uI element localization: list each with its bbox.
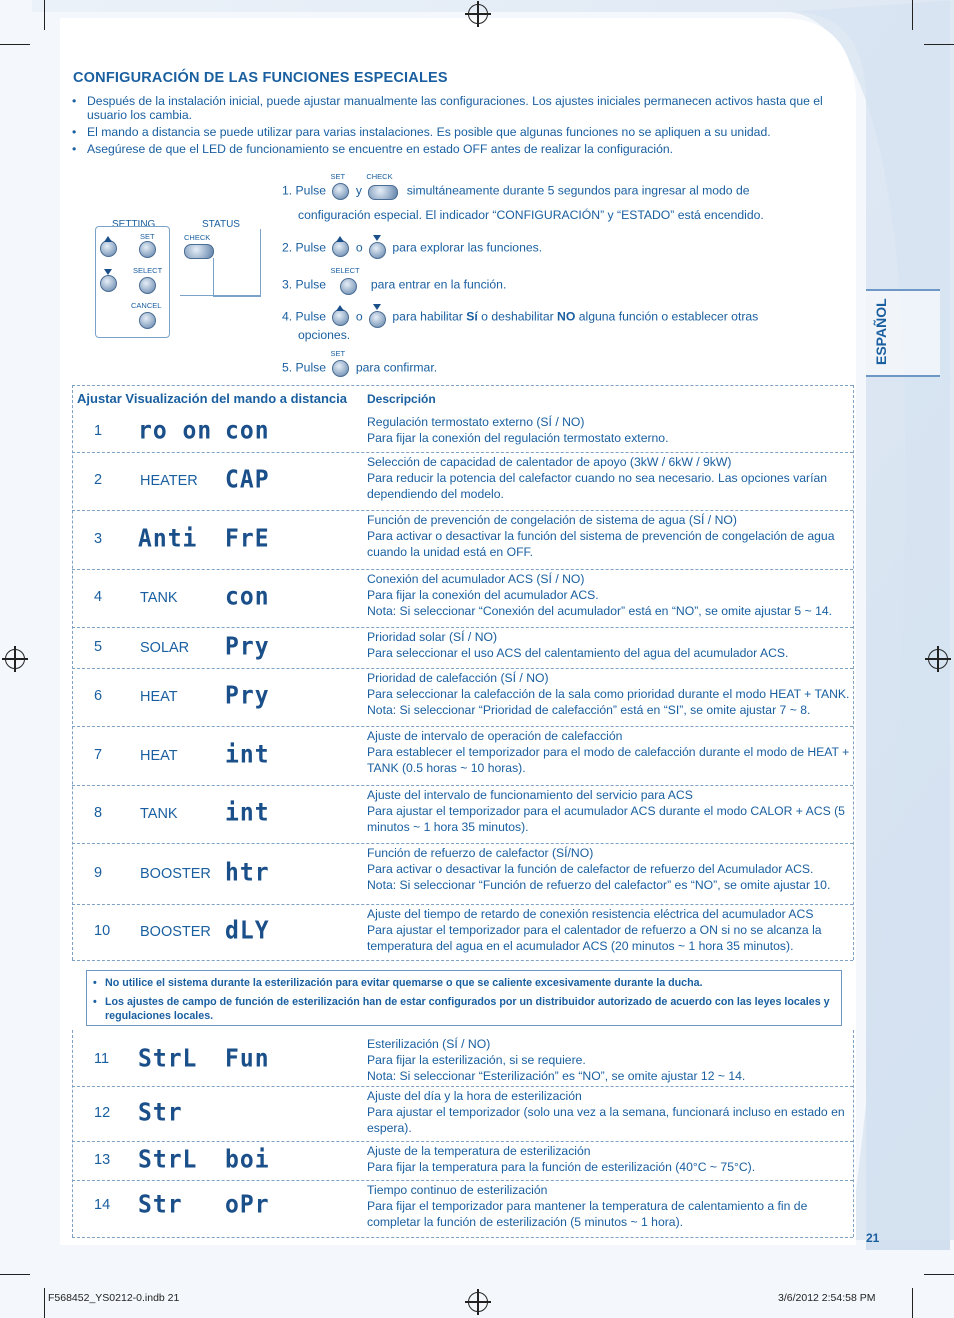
bullet-text: El mando a distancia se puede utilizar para varias instalaciones. Es posible que algunas funciones no se apliquen a su unidad. <box>87 125 771 139</box>
remote-down-button[interactable] <box>100 275 117 292</box>
registration-mark-icon <box>468 1292 488 1312</box>
remote-setting-label: SETTING <box>112 219 156 230</box>
icon-caption: CHECK <box>366 172 393 181</box>
row-description <box>367 787 859 835</box>
lcd-display-right: CAP <box>225 465 270 495</box>
set-button-glyph <box>332 183 349 200</box>
step-1 <box>282 172 750 200</box>
description-line: Nota: Si seleccionar “Conexión del acumulador” está en “NO”, se omite ajustar 5 ~ 14. <box>367 604 833 618</box>
remote-cancel-label: CANCEL <box>131 301 162 310</box>
row-description <box>367 845 859 893</box>
description-line: Nota: Si seleccionar “Esterilización” es “NO”, se omite ajustar 12 ~ 14. <box>367 1069 746 1083</box>
note-item: • Los ajustes de campo de función de esterilización han de estar configurados por un distribuidor autorizado de acuerdo con las leyes locales y regulaciones locales. <box>93 996 830 1022</box>
row-number: 1 <box>94 423 103 439</box>
set-button-icon <box>330 349 349 377</box>
row-description <box>367 728 859 776</box>
lcd-display-right: con <box>225 582 270 612</box>
table-row <box>72 668 852 726</box>
table-row <box>72 785 852 843</box>
description-line: Para reducir la potencia del calefactor cuando no sea necesario. Las opciones varían dependiendo del modelo. <box>367 471 828 501</box>
table-row <box>72 1086 852 1141</box>
crop-mark <box>0 44 30 45</box>
crop-mark <box>912 0 913 30</box>
table-row <box>72 452 852 510</box>
description-heading: Función de refuerzo de calefactor (SÍ/NO) <box>367 846 594 860</box>
description-line: Para activar o desactivar la función del sistema de prevención de congelación de agua cuando la unidad está en OFF. <box>367 529 835 559</box>
description-heading: Ajuste del tiempo de retardo de conexión resistencia eléctrica del acumulador ACS <box>367 907 814 921</box>
down-button-icon <box>369 240 386 257</box>
lcd-display-right: int <box>225 798 270 828</box>
up-arrow-icon <box>104 236 112 242</box>
check-button-glyph <box>368 185 398 200</box>
row-description <box>367 512 859 560</box>
lcd-display-right: int <box>225 740 270 770</box>
lcd-display-left: Anti <box>138 524 198 554</box>
row-label: BOOSTER <box>140 924 211 940</box>
description-line: Para fijar el temporizador para mantener la temperatura de calentamiento a fin de completar la función de esterilización (5 minutos ~ 1 hora). <box>367 1199 808 1229</box>
remote-up-button[interactable] <box>100 240 117 257</box>
row-description <box>367 1143 859 1175</box>
step-bold-yes: Sí <box>466 309 478 324</box>
description-line: Para fijar la conexión del acumulador ACS. <box>367 588 599 602</box>
up-arrow-icon <box>336 305 344 311</box>
language-tab-label: ESPAÑOL <box>873 298 889 365</box>
row-number: 12 <box>94 1105 111 1121</box>
lcd-display-left: StrL <box>138 1044 198 1074</box>
remote-set-label: SET <box>140 232 155 241</box>
lcd-display-right: Pry <box>225 681 270 711</box>
step-text: 5. Pulse <box>282 360 327 375</box>
step-text: para confirmar. <box>355 360 438 375</box>
row-label: HEAT <box>140 748 178 764</box>
lcd-display-right: Fun <box>225 1044 270 1074</box>
down-button-icon <box>369 309 386 326</box>
step-text: para entrar en la función. <box>370 277 507 292</box>
table-row <box>72 510 852 569</box>
table-header-display: Ajustar Visualización del mando a distancia <box>77 391 347 406</box>
table-top-border <box>72 385 853 386</box>
row-description <box>367 1088 859 1136</box>
description-line: Para fijar la temperatura para la función de esterilización (40°C ~ 75°C). <box>367 1160 756 1174</box>
row-label: HEAT <box>140 689 178 705</box>
remote-select-label: SELECT <box>133 266 163 275</box>
up-arrow-icon <box>336 236 344 242</box>
row-description <box>367 629 859 661</box>
description-heading: Ajuste del intervalo de funcionamiento del servicio para ACS <box>367 788 693 802</box>
description-line: Para ajustar el temporizador para el acumulador ACS durante el modo CALOR + ACS (5 minutos ~ 1 hora 35 minutos). <box>367 804 845 834</box>
page-number: 21 <box>866 1231 880 1245</box>
description-line: Para activar o desactivar la función de calefactor de refuerzo del Acumulador ACS. <box>367 862 814 876</box>
lcd-display-right: Pry <box>225 632 270 662</box>
lcd-display-right: htr <box>225 858 270 888</box>
crop-mark <box>924 1274 954 1275</box>
up-button-icon <box>332 309 349 326</box>
remote-check-button[interactable] <box>184 244 214 259</box>
select-button-glyph <box>340 278 357 295</box>
lcd-display-right: FrE <box>225 524 270 554</box>
footer-file: F568452_YS0212-0.indb 21 <box>48 1292 180 1304</box>
remote-cancel-button[interactable] <box>139 312 156 329</box>
crop-mark <box>0 1274 30 1275</box>
step-text: 3. Pulse <box>282 277 327 292</box>
row-number: 10 <box>94 923 111 939</box>
row-label: TANK <box>140 590 178 606</box>
description-heading: Prioridad solar (SÍ / NO) <box>367 630 498 644</box>
step-text: para explorar las funciones. <box>392 240 543 255</box>
registration-mark-icon <box>5 649 25 669</box>
icon-caption: SET <box>330 349 346 358</box>
row-number: 13 <box>94 1152 111 1168</box>
step-text: o deshabilitar <box>481 309 554 324</box>
page-title: CONFIGURACIÓN DE LAS FUNCIONES ESPECIALES <box>73 70 448 86</box>
set-button-glyph <box>332 360 349 377</box>
step-text: 1. Pulse <box>282 183 327 198</box>
step-text: o <box>355 309 363 324</box>
table-row <box>72 843 852 904</box>
down-button-glyph <box>369 242 386 259</box>
row-number: 2 <box>94 472 103 488</box>
remote-check-label: CHECK <box>184 233 211 242</box>
description-line: Para fijar la esterilización, si se requiere. <box>367 1053 586 1067</box>
remote-select-button[interactable] <box>139 277 156 294</box>
description-heading: Función de prevención de congelación de sistema de agua (SÍ / NO) <box>367 513 737 527</box>
bullet-item: • El mando a distancia se puede utilizar para varias instalaciones. Es posible que algunas funciones no se apliquen a su unidad. <box>72 125 771 139</box>
step-4-continued: opciones. <box>298 328 351 342</box>
intro-bullets <box>72 94 862 159</box>
up-button-glyph <box>332 309 349 326</box>
down-button-glyph <box>369 311 386 328</box>
select-button-icon <box>330 266 364 294</box>
note-item: • No utilice el sistema durante la esterilización para evitar quemarse o que se caliente excesivamente durante la ducha. <box>93 977 703 989</box>
remote-status-panel-inner <box>213 258 261 297</box>
step-4 <box>282 309 758 326</box>
warning-note <box>86 970 842 1026</box>
description-heading: Ajuste de la temperatura de esterilización <box>367 1144 591 1158</box>
note-text: Los ajustes de campo de función de esterilización han de estar configurados por un distribuidor autorizado de acuerdo con las leyes locales y regulaciones locales. <box>105 996 830 1022</box>
table-row <box>72 569 852 627</box>
crop-mark <box>912 1288 913 1318</box>
row-label: TANK <box>140 806 178 822</box>
row-description <box>367 1036 859 1084</box>
remote-set-button[interactable] <box>139 241 156 258</box>
registration-mark-icon <box>468 4 488 24</box>
step-3 <box>282 266 507 294</box>
description-line: Nota: Si seleccionar “Función de refuerzo del calefactor” es “NO”, se omite ajustar 10. <box>367 878 831 892</box>
footer-date: 3/6/2012 2:54:58 PM <box>778 1292 876 1304</box>
description-line: Para seleccionar la calefacción de la sala como prioridad durante el modo HEAT + TANK. <box>367 687 850 701</box>
crop-mark <box>44 1288 45 1318</box>
step-text: 4. Pulse <box>282 309 327 324</box>
row-number: 9 <box>94 865 103 881</box>
lcd-display-right: oPr <box>225 1190 270 1220</box>
row-number: 3 <box>94 531 103 547</box>
row-number: 7 <box>94 747 103 763</box>
lcd-display-left: ro on <box>138 416 213 446</box>
lcd-display-left: Str <box>138 1190 183 1220</box>
icon-caption: SET <box>330 172 346 181</box>
up-button-glyph <box>332 240 349 257</box>
description-line: Para fijar la conexión del regulación termostato externo. <box>367 431 669 445</box>
step-text: alguna función o establecer otras <box>578 309 759 324</box>
row-description <box>367 670 859 718</box>
up-button-icon <box>332 240 349 257</box>
step-2 <box>282 240 542 257</box>
crop-mark <box>44 0 45 30</box>
description-heading: Tiempo continuo de esterilización <box>367 1183 548 1197</box>
table-row <box>72 1141 852 1180</box>
row-description <box>367 1182 859 1230</box>
row-label: HEATER <box>140 473 198 489</box>
description-heading: Prioridad de calefacción (SÍ / NO) <box>367 671 549 685</box>
row-description <box>367 571 859 619</box>
down-arrow-icon <box>104 269 112 275</box>
description-heading: Esterilización (SÍ / NO) <box>367 1037 491 1051</box>
step-bold-no: NO <box>557 309 576 324</box>
bullet-item: • Después de la instalación inicial, puede ajustar manualmente las configuraciones. Los ajustes iniciales permanecen activos hasta que el usuario los cambia. <box>72 94 823 122</box>
step-text: y <box>355 183 362 198</box>
description-heading: Ajuste de intervalo de operación de calefacción <box>367 729 623 743</box>
row-number: 8 <box>94 805 103 821</box>
lcd-display-left: StrL <box>138 1145 198 1175</box>
registration-mark-icon <box>928 649 948 669</box>
bullet-text: Después de la instalación inicial, puede ajustar manualmente las configuraciones. Los ajustes iniciales permanecen activos hasta que el usuario los cambia. <box>87 94 823 122</box>
row-description <box>367 454 859 502</box>
down-arrow-icon <box>373 304 381 310</box>
step-1-continued: configuración especial. El indicador “CONFIGURACIÓN” y “ESTADO” está encendido. <box>298 208 764 222</box>
description-heading: Selección de capacidad de calentador de apoyo (3kW / 6kW / 9kW) <box>367 455 732 469</box>
icon-caption: SELECT <box>330 266 360 275</box>
step-5 <box>282 349 438 377</box>
description-heading: Regulación termostato externo (SÍ / NO) <box>367 415 585 429</box>
row-description <box>367 906 859 954</box>
lcd-display-right: dLY <box>225 916 270 946</box>
lcd-display-left: Str <box>138 1098 183 1128</box>
description-line: Para seleccionar el uso ACS del calentamiento del agua del acumulador ACS. <box>367 646 789 660</box>
table-row <box>72 726 852 785</box>
row-label: BOOSTER <box>140 866 211 882</box>
row-description <box>367 414 859 446</box>
lcd-display-right: boi <box>225 1145 270 1175</box>
down-arrow-icon <box>373 235 381 241</box>
row-number: 6 <box>94 688 103 704</box>
row-number: 5 <box>94 639 103 655</box>
step-text: simultáneamente durante 5 segundos para ingresar al modo de <box>406 183 750 198</box>
remote-status-label: STATUS <box>202 219 240 230</box>
row-number: 4 <box>94 589 103 605</box>
bullet-item: • Asegúrese de que el LED de funcionamiento se encuentre en estado OFF antes de realizar la configuración. <box>72 142 674 156</box>
table-row <box>72 1034 852 1086</box>
step-text: 2. Pulse <box>282 240 327 255</box>
lcd-display-right: con <box>225 416 270 446</box>
crop-mark <box>924 44 954 45</box>
table-bottom-border <box>72 1237 853 1238</box>
description-line: Para ajustar el temporizador para el calentador de refuerzo a ON si no se alcanza la temperatura del agua en el acumulador ACS (20 minutos ~ 1 hora 35 minutos). <box>367 923 822 953</box>
description-line: Para ajustar el temporizador (solo una vez a la semana, funcionará incluso en estado en espera). <box>367 1105 845 1135</box>
check-button-icon <box>366 172 400 200</box>
step-text: o <box>355 240 363 255</box>
description-heading: Conexión del acumulador ACS (SÍ / NO) <box>367 572 585 586</box>
table-row <box>72 627 852 668</box>
bullet-text: Asegúrese de que el LED de funcionamiento se encuentre en estado OFF antes de realizar la configuración. <box>87 142 674 156</box>
step-text: para habilitar <box>392 309 463 324</box>
table-row <box>72 904 852 960</box>
description-heading: Ajuste del día y la hora de esterilización <box>367 1089 582 1103</box>
description-line: Para establecer el temporizador para el modo de calefacción durante el modo de HEAT + TANK (0.5 horas ~ 10 horas). <box>367 745 850 775</box>
table-row <box>72 412 852 452</box>
set-button-icon <box>330 172 349 200</box>
row-number: 14 <box>94 1197 111 1213</box>
table-row <box>72 1180 852 1232</box>
row-number: 11 <box>94 1051 110 1067</box>
description-line: Nota: Si seleccionar “Prioridad de calefacción” está en “SI”, se omite ajustar 7 ~ 8. <box>367 703 811 717</box>
note-text: No utilice el sistema durante la esterilización para evitar quemarse o que se caliente excesivamente durante la ducha. <box>105 977 703 989</box>
row-label: SOLAR <box>140 640 190 656</box>
table-header-description: Descripción <box>367 392 436 406</box>
